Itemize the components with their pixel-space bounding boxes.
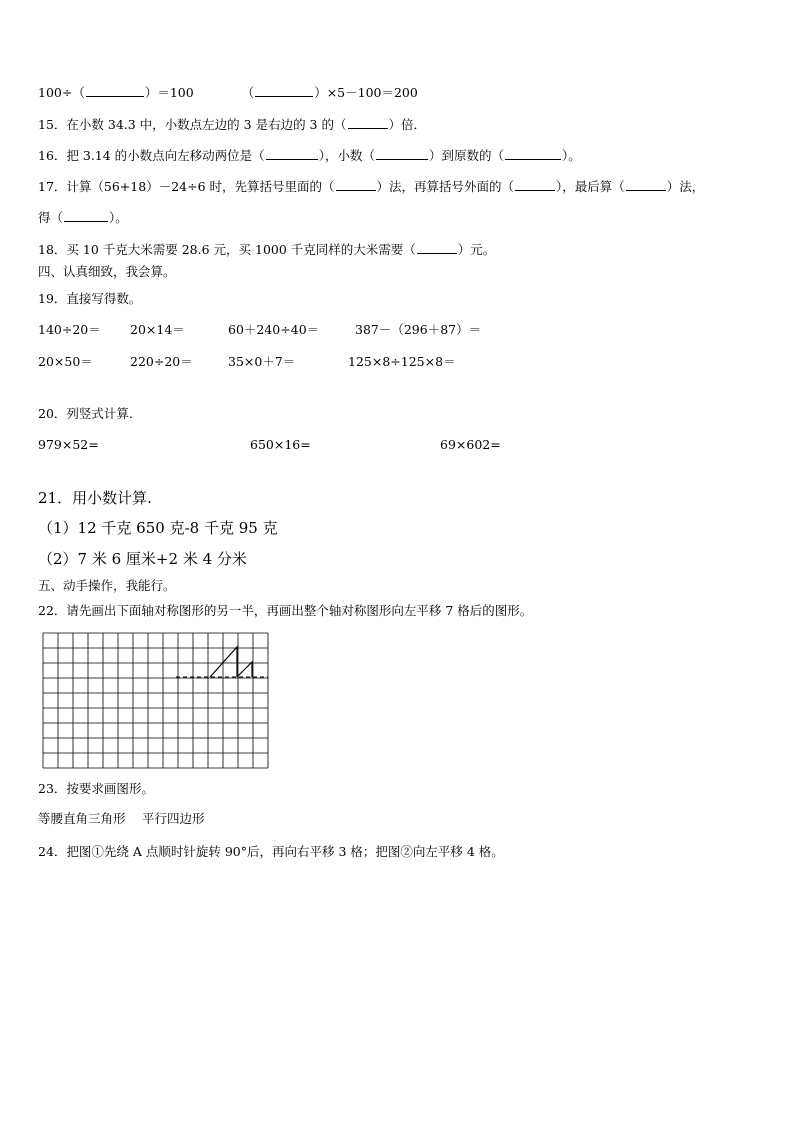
question-18 — [38, 241, 495, 258]
grid-lines — [43, 633, 268, 768]
q18-text-end: ）元。 — [457, 242, 496, 257]
question-22-title: 22．请先画出下面轴对称图形的另一半，再画出整个轴对称图形向左平移 7 格后的图形。 — [38, 603, 533, 618]
q14-line — [38, 84, 418, 101]
q19-item: 35×0＋7＝ — [228, 354, 296, 369]
q19-item: 220÷20＝ — [130, 354, 193, 369]
q17-line2-text: 得（ — [38, 210, 64, 225]
half-figure-small — [237, 662, 252, 677]
q16-text: 16．把 3.14 的小数点向左移动两位是（ — [38, 148, 265, 163]
q19-item: 60＋240÷40＝ — [228, 322, 320, 337]
q22-grid[interactable] — [42, 632, 270, 770]
q17-text-mid2: ），最后算（ — [556, 179, 625, 194]
q20-item: 650×16= — [250, 437, 311, 452]
q14-part-b-left: （ — [241, 85, 255, 100]
question-19-title: 19．直接写得数。 — [38, 291, 142, 306]
q21-part-2: （2）7 米 6 厘米+2 米 4 分米 — [38, 550, 247, 568]
q20-item: 979×52= — [38, 437, 99, 452]
question-24-title: 24．把图①先绕 A 点顺时针旋转 90°后，再向右平移 3 格；把图②向左平移 4 格。 — [38, 844, 504, 859]
q19-item: 125×8÷125×8＝ — [348, 354, 456, 369]
q14-part-a-left: 100÷（ — [38, 85, 85, 100]
question-17 — [38, 178, 704, 195]
q17-text-mid: ）法，再算括号外面的（ — [376, 179, 515, 194]
section-4-heading: 四、认真细致，我会算。 — [38, 264, 176, 279]
question-17-line-2 — [38, 209, 128, 226]
q20-item: 69×602= — [440, 437, 501, 452]
q19-item: 20×50＝ — [38, 354, 93, 369]
question-16 — [38, 147, 581, 164]
section-5-heading: 五、动手操作，我能行。 — [38, 578, 176, 593]
q17-blank-3[interactable] — [626, 178, 666, 191]
q16-blank-2[interactable] — [376, 147, 428, 160]
q19-item: 20×14＝ — [130, 322, 185, 337]
q15-text: 15．在小数 34.3 中，小数点左边的 3 是右边的 3 的（ — [38, 117, 347, 132]
q14-blank-b[interactable] — [255, 84, 313, 97]
q19-item: 140÷20＝ — [38, 322, 101, 337]
q15-blank[interactable] — [348, 116, 388, 129]
q18-blank[interactable] — [417, 241, 457, 254]
q17-blank-2[interactable] — [515, 178, 555, 191]
q16-text-end: ）。 — [561, 148, 581, 163]
q17-text-end: ）法， — [666, 179, 705, 194]
q23-subtitle: 等腰直角三角形 平行四边形 — [38, 811, 205, 826]
q14-part-a-right: ）＝100 — [144, 85, 194, 100]
q15-text-end: ）倍． — [388, 117, 427, 132]
q19-item: 387－（296＋87）＝ — [355, 322, 482, 337]
q16-blank-3[interactable] — [505, 147, 561, 160]
q17-blank-4[interactable] — [64, 209, 108, 222]
q17-text: 17．计算（56+18）－24÷6 时，先算括号里面的（ — [38, 179, 335, 194]
question-21-title: 21．用小数计算. — [38, 489, 152, 507]
q17-line2-end: ）。 — [109, 210, 128, 225]
q14-part-b-right: ）×5－100＝200 — [314, 85, 418, 100]
q16-text-mid: ），小数（ — [318, 148, 375, 163]
question-23-title: 23．按要求画图形。 — [38, 781, 154, 796]
half-figure-large — [210, 647, 237, 677]
q16-text-mid2: ）到原数的（ — [428, 148, 504, 163]
q18-text: 18．买 10 千克大米需要 28.6 元，买 1000 千克同样的大米需要（ — [38, 242, 416, 257]
q17-blank-1[interactable] — [336, 178, 376, 191]
q16-blank-1[interactable] — [266, 147, 318, 160]
q14-blank-a[interactable] — [86, 84, 144, 97]
question-15 — [38, 116, 426, 133]
q21-part-1: （1）12 千克 650 克-8 千克 95 克 — [38, 519, 278, 537]
question-20-title: 20．列竖式计算. — [38, 406, 133, 421]
